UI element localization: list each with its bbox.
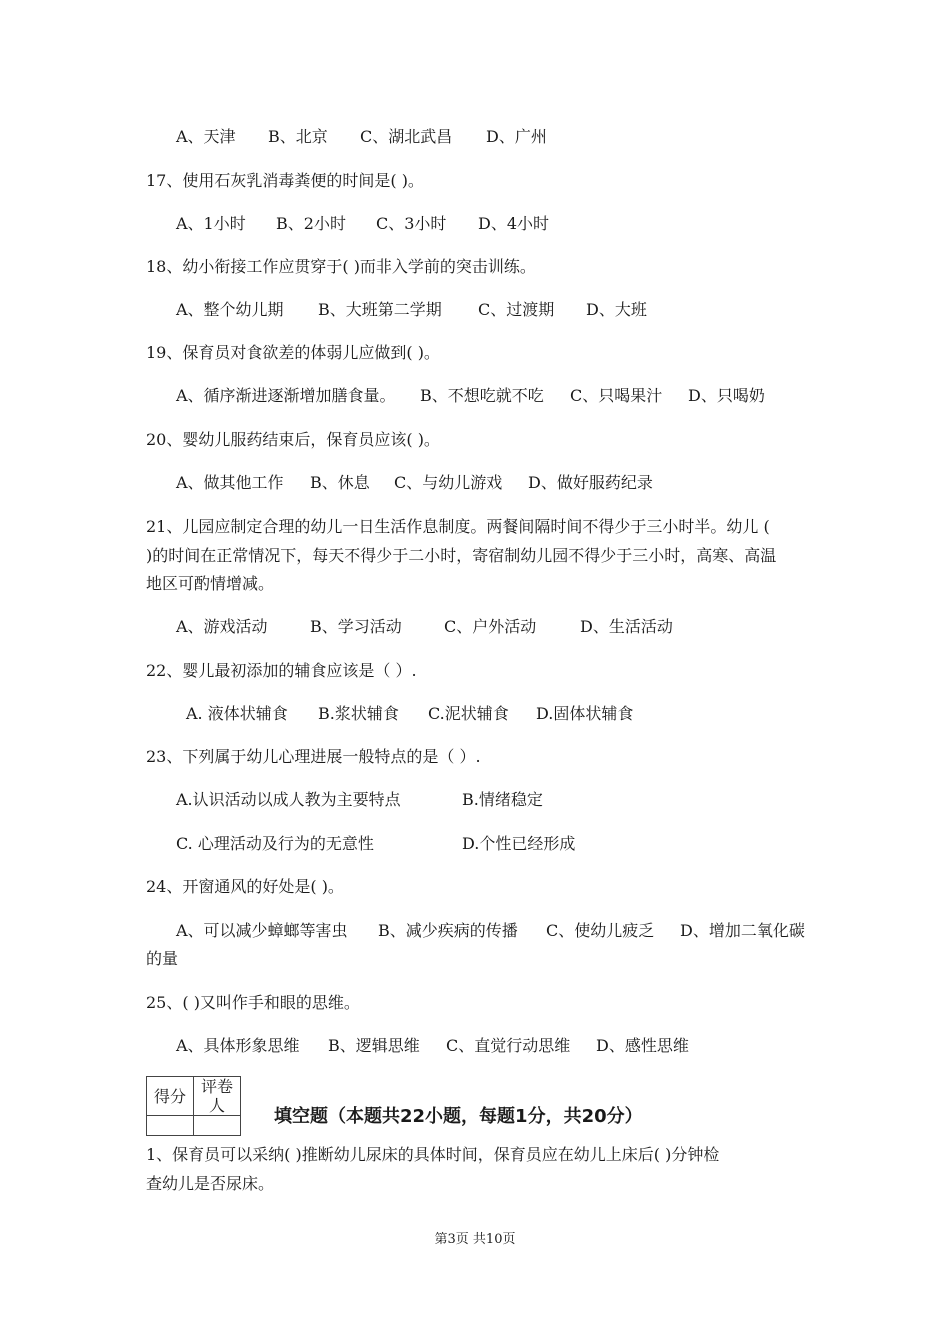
score-cell bbox=[147, 1116, 194, 1136]
section-title: 填空题（本题共22小题，每题1分，共20分） bbox=[274, 1106, 643, 1127]
q17-option-b: B、2小时 bbox=[276, 214, 346, 233]
q22-option-a: A. 液体状辅食 bbox=[186, 704, 288, 723]
q19-option-c: C、只喝果汁 bbox=[570, 386, 663, 405]
q20-stem: 20、婴幼儿服药结束后，保育员应该( )。 bbox=[146, 430, 440, 449]
q17-option-c: C、3小时 bbox=[376, 214, 447, 233]
q24-option-b: B、减少疾病的传播 bbox=[378, 921, 518, 940]
q16-option-c: C、湖北武昌 bbox=[360, 127, 453, 146]
q20-option-a: A、做其他工作 bbox=[176, 473, 284, 492]
q20-option-d: D、做好服药纪录 bbox=[528, 473, 653, 492]
q18-option-d: D、大班 bbox=[586, 300, 647, 319]
q23-option-c: C. 心理活动及行为的无意性 bbox=[176, 834, 374, 853]
q25-option-d: D、感性思维 bbox=[596, 1036, 689, 1055]
q25-option-c: C、直觉行动思维 bbox=[446, 1036, 571, 1055]
grader-cell bbox=[194, 1116, 241, 1136]
grader-header: 评卷人 bbox=[194, 1077, 241, 1116]
q20-option-c: C、与幼儿游戏 bbox=[394, 473, 503, 492]
q19-option-d: D、只喝奶 bbox=[688, 386, 765, 405]
q21-option-d: D、生活活动 bbox=[580, 617, 673, 636]
q18-option-a: A、整个幼儿期 bbox=[176, 300, 284, 319]
q25-option-a: A、具体形象思维 bbox=[176, 1036, 300, 1055]
q22-stem: 22、婴儿最初添加的辅食应该是（ ）. bbox=[146, 661, 417, 680]
q23-option-b: B.情绪稳定 bbox=[462, 790, 543, 809]
q24-option-d-wrap: 的量 bbox=[146, 949, 179, 968]
q21-stem-line-2: )的时间在正常情况下，每天不得少于二小时，寄宿制幼儿园不得少于三小时，高寒、高温 bbox=[146, 546, 777, 565]
score-box bbox=[146, 1076, 241, 1136]
q20-option-b: B、休息 bbox=[310, 473, 370, 492]
q16-option-d: D、广州 bbox=[486, 127, 547, 146]
q22-option-d: D.固体状辅食 bbox=[536, 704, 634, 723]
q16-option-a: A、天津 bbox=[176, 127, 236, 146]
q24-option-d: D、增加二氧化碳 bbox=[680, 921, 805, 940]
q23-stem: 23、下列属于幼儿心理进展一般特点的是（ ）. bbox=[146, 747, 481, 766]
q17-option-a: A、1小时 bbox=[176, 214, 246, 233]
q18-option-b: B、大班第二学期 bbox=[318, 300, 442, 319]
q18-option-c: C、过渡期 bbox=[478, 300, 555, 319]
q25-stem: 25、( )又叫作手和眼的思维。 bbox=[146, 993, 360, 1012]
q18-stem: 18、幼小衔接工作应贯穿于( )而非入学前的突击训练。 bbox=[146, 257, 536, 276]
q16-option-b: B、北京 bbox=[268, 127, 328, 146]
q21-option-b: B、学习活动 bbox=[310, 617, 402, 636]
q17-option-d: D、4小时 bbox=[478, 214, 550, 233]
q24-option-c: C、使幼儿疲乏 bbox=[546, 921, 655, 940]
q23-option-a: A.认识活动以成人教为主要特点 bbox=[176, 790, 401, 809]
q24-stem: 24、开窗通风的好处是( )。 bbox=[146, 877, 344, 896]
q22-option-b: B.浆状辅食 bbox=[318, 704, 399, 723]
score-header: 得分 bbox=[147, 1077, 194, 1116]
q24-option-a: A、可以减少蟑螂等害虫 bbox=[176, 921, 348, 940]
fill1-line-1: 1、保育员可以采纳( )推断幼儿尿床的具体时间，保育员应在幼儿上床后( )分钟检 bbox=[146, 1145, 720, 1164]
q21-stem-line-3: 地区可酌情增减。 bbox=[146, 574, 275, 593]
q17-stem: 17、使用石灰乳消毒粪便的时间是( )。 bbox=[146, 171, 424, 190]
q22-option-c: C.泥状辅食 bbox=[428, 704, 509, 723]
q21-stem-line-1: 21、儿园应制定合理的幼儿一日生活作息制度。两餐间隔时间不得少于三小时半。幼儿 ( bbox=[146, 517, 770, 536]
q25-option-b: B、逻辑思维 bbox=[328, 1036, 420, 1055]
q23-option-d: D.个性已经形成 bbox=[462, 834, 576, 853]
q19-stem: 19、保育员对食欲差的体弱儿应做到( )。 bbox=[146, 343, 440, 362]
fill1-line-2: 查幼儿是否尿床。 bbox=[146, 1174, 275, 1193]
q19-option-a: A、循序渐进逐渐增加膳食量。 bbox=[176, 386, 396, 405]
q21-option-a: A、游戏活动 bbox=[176, 617, 268, 636]
page-number: 第3页 共10页 bbox=[434, 1232, 516, 1247]
q21-option-c: C、户外活动 bbox=[444, 617, 537, 636]
q19-option-b: B、不想吃就不吃 bbox=[420, 386, 544, 405]
